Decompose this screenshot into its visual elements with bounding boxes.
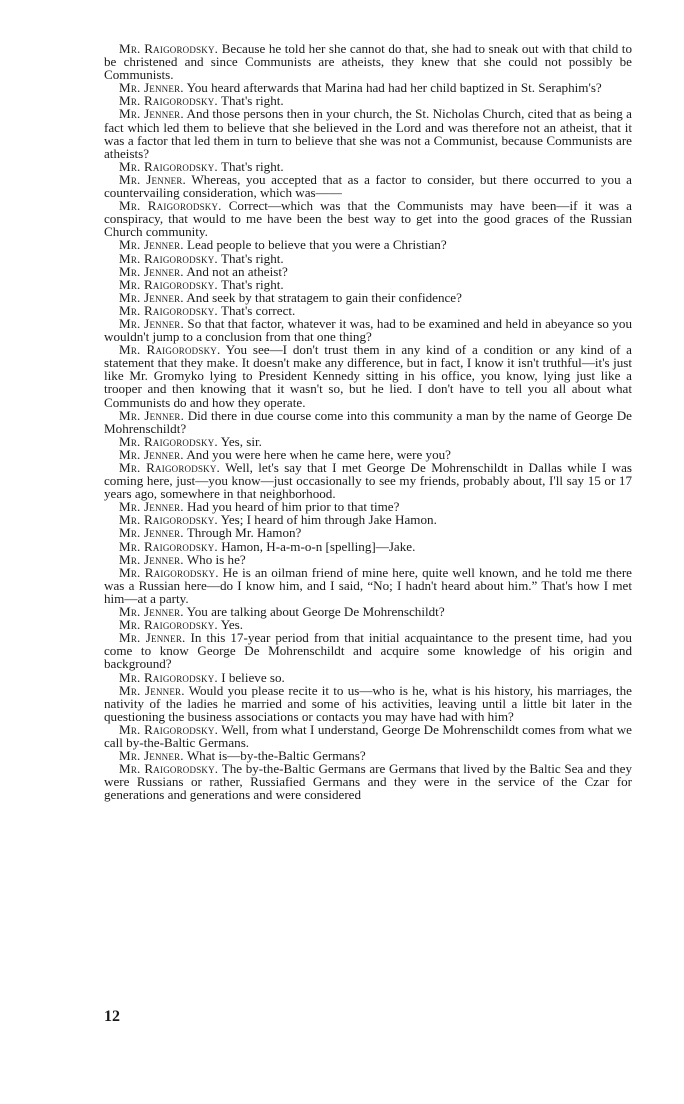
dialogue-text: Hamon, H-a-m-o-n [spelling]—Jake.: [221, 538, 416, 554]
dialogue-text: What is—by-the-Baltic Germans?: [186, 748, 366, 764]
dialogue-text: And you were here when he came here, were you?: [186, 446, 451, 462]
speaker-label: Mr. Jenner.: [119, 682, 185, 698]
speaker-label: Mr. Jenner.: [119, 315, 184, 331]
speaker-label: Mr. Raigorodsky.: [119, 250, 218, 266]
dialogue-text: Yes.: [220, 617, 244, 633]
dialogue-text: That's right.: [220, 250, 284, 266]
paragraph-19: [104, 461, 632, 500]
dialogue-text: He is an oilman friend of mine here, quite well known, and he told me there was a Russian here—do I know him, and I said, “No; I hadn't heard about him.” That's how I met him—at a party.: [104, 564, 632, 606]
dialogue-text: That's correct.: [220, 302, 296, 318]
speaker-label: Mr. Raigorodsky.: [119, 761, 219, 777]
dialogue-text: Did there in due course come into this community a man by the name of George De Mohrenschildt?: [104, 407, 632, 436]
speaker-label: Mr. Raigorodsky.: [119, 302, 218, 318]
dialogue-text: Well, let's say that I met George De Mohrenschildt in Dallas while I was coming here, just—you know—just occasionally to see my friends, probably about, I'll say 15 or 17 years ago, somewhere in that neighborhood.: [104, 460, 633, 502]
speaker-label: Mr. Raigorodsky.: [119, 93, 218, 109]
dialogue-text: That's right.: [220, 276, 284, 292]
paragraph-16: [104, 409, 632, 435]
speaker-label: Mr. Raigorodsky.: [119, 617, 218, 633]
dialogue-text: And not an atheist?: [186, 263, 288, 279]
speaker-label: Mr. Raigorodsky.: [119, 669, 218, 685]
speaker-label: Mr. Jenner.: [119, 171, 187, 187]
dialogue-text: Would you please recite it to us—who is he, what is his history, his marriages, the nativity of the ladies he married and some of his activities, leaving until a little bit later in the questioning the business associations or contacts you may have had with him?: [104, 682, 632, 724]
speaker-label: Mr. Raigorodsky.: [119, 721, 219, 737]
speaker-label: Mr. Raigorodsky.: [119, 198, 222, 214]
dialogue-text: Correct—which was that the Communists may have been—if it was a conspiracy, that would to me have been the best way to get into the good graces of the Russian Church community.: [104, 198, 632, 240]
dialogue-text: Whereas, you accepted that as a factor to consider, but there occurred to you a countervailing consideration, which was——: [104, 171, 632, 201]
speaker-label: Mr. Jenner.: [119, 446, 184, 462]
speaker-label: Mr. Raigorodsky.: [119, 460, 221, 475]
dialogue-text: Yes, sir.: [220, 433, 262, 449]
dialogue-text: Well, from what I understand, George De Mohrenschildt comes from what we call by-the-Baltic Germans.: [104, 721, 632, 750]
speaker-label: Mr. Jenner.: [119, 604, 184, 620]
paragraph-25: [104, 566, 632, 605]
dialogue-text: So that that factor, whatever it was, had to be examined and held in abeyance so you wouldn't jump to a conclusion from that one thing?: [104, 315, 633, 345]
paragraph-6: [104, 173, 632, 199]
speaker-label: Mr. Jenner.: [119, 106, 184, 122]
speaker-label: Mr. Raigorodsky.: [119, 538, 218, 554]
dialogue-text: Because he told her she cannot do that, she had to sneak out with that child to be christened and since Communists are atheists, they knew that she could not possibly be Communists.: [104, 41, 632, 83]
speaker-label: Mr. Jenner.: [119, 237, 184, 253]
paragraph-7: [104, 199, 632, 238]
dialogue-text: Lead people to believe that you were a Christian?: [187, 237, 447, 253]
dialogue-text: Who is he?: [186, 551, 246, 567]
speaker-label: Mr. Jenner.: [119, 499, 184, 515]
dialogue-text: That's right.: [220, 158, 284, 174]
speaker-label: Mr. Jenner.: [119, 289, 184, 305]
speaker-label: Mr. Raigorodsky.: [119, 342, 221, 358]
paragraph-4: [104, 107, 632, 159]
speaker-label: Mr. Jenner.: [119, 525, 184, 541]
speaker-label: Mr. Jenner.: [119, 407, 185, 423]
paragraph-14: [104, 317, 632, 343]
dialogue-text: And seek by that stratagem to gain their confidence?: [186, 289, 462, 305]
speaker-label: Mr. Raigorodsky.: [119, 564, 219, 580]
speaker-label: Mr. Raigorodsky.: [119, 276, 218, 292]
speaker-label: Mr. Raigorodsky.: [119, 433, 218, 449]
dialogue-text: You heard afterwards that Marina had had her child baptized in St. Seraphim's?: [186, 80, 602, 96]
dialogue-text: The by-the-Baltic Germans are Germans that lived by the Baltic Sea and they were Russians or rather, Russiafied Germans and they were in the service of the Czar for generations and generations and were considered: [104, 761, 632, 803]
speaker-label: Mr. Raigorodsky.: [119, 158, 218, 174]
speaker-label: Mr. Raigorodsky.: [119, 41, 219, 56]
paragraph-30: [104, 684, 632, 723]
speaker-label: Mr. Jenner.: [119, 551, 184, 567]
testimony-text: [104, 42, 632, 801]
speaker-label: Mr. Jenner.: [119, 263, 184, 279]
dialogue-text: Yes; I heard of him through Jake Hamon.: [220, 512, 437, 528]
dialogue-text: That's right.: [220, 93, 284, 109]
page-number: 12: [104, 1008, 120, 1025]
speaker-label: Mr. Jenner.: [119, 80, 184, 96]
speaker-label: Mr. Raigorodsky.: [119, 512, 218, 528]
dialogue-text: Through Mr. Hamon?: [186, 525, 302, 541]
paragraph-1: [104, 42, 632, 81]
dialogue-text: You are talking about George De Mohrenschildt?: [186, 604, 445, 620]
speaker-label: Mr. Jenner.: [119, 630, 186, 646]
paragraph-31: [104, 723, 632, 749]
dialogue-text: I believe so.: [221, 669, 285, 685]
dialogue-text: You see—I don't trust them in any kind of a condition or any kind of a statement that they make. It doesn't make any difference, but in fact, I know it isn't truthful—it's just like Mr. Gromyko lying to President Kennedy sitting in his office, you know, lying just like a trooper and then knowing that it wasn't so, but he lied. I don't have to tell you all about what Communists do and how they operate.: [104, 342, 632, 410]
paragraph-33: [104, 762, 632, 801]
dialogue-text: Had you heard of him prior to that time?: [187, 499, 400, 515]
speaker-label: Mr. Jenner.: [119, 748, 184, 764]
paragraph-15: [104, 343, 632, 408]
dialogue-text: And those persons then in your church, the St. Nicholas Church, cited that as being a fact which led them to believe that she believed in the Lord and was therefore not an atheist, that it was a factor that led them in turn to believe that she was not a Communist, because Communists are atheists?: [104, 106, 632, 161]
paragraph-28: [104, 631, 632, 670]
dialogue-text: In this 17-year period from that initial acquaintance to the present time, had you come to know George De Mohrenschildt and acquire some knowledge of his origin and background?: [104, 630, 632, 672]
